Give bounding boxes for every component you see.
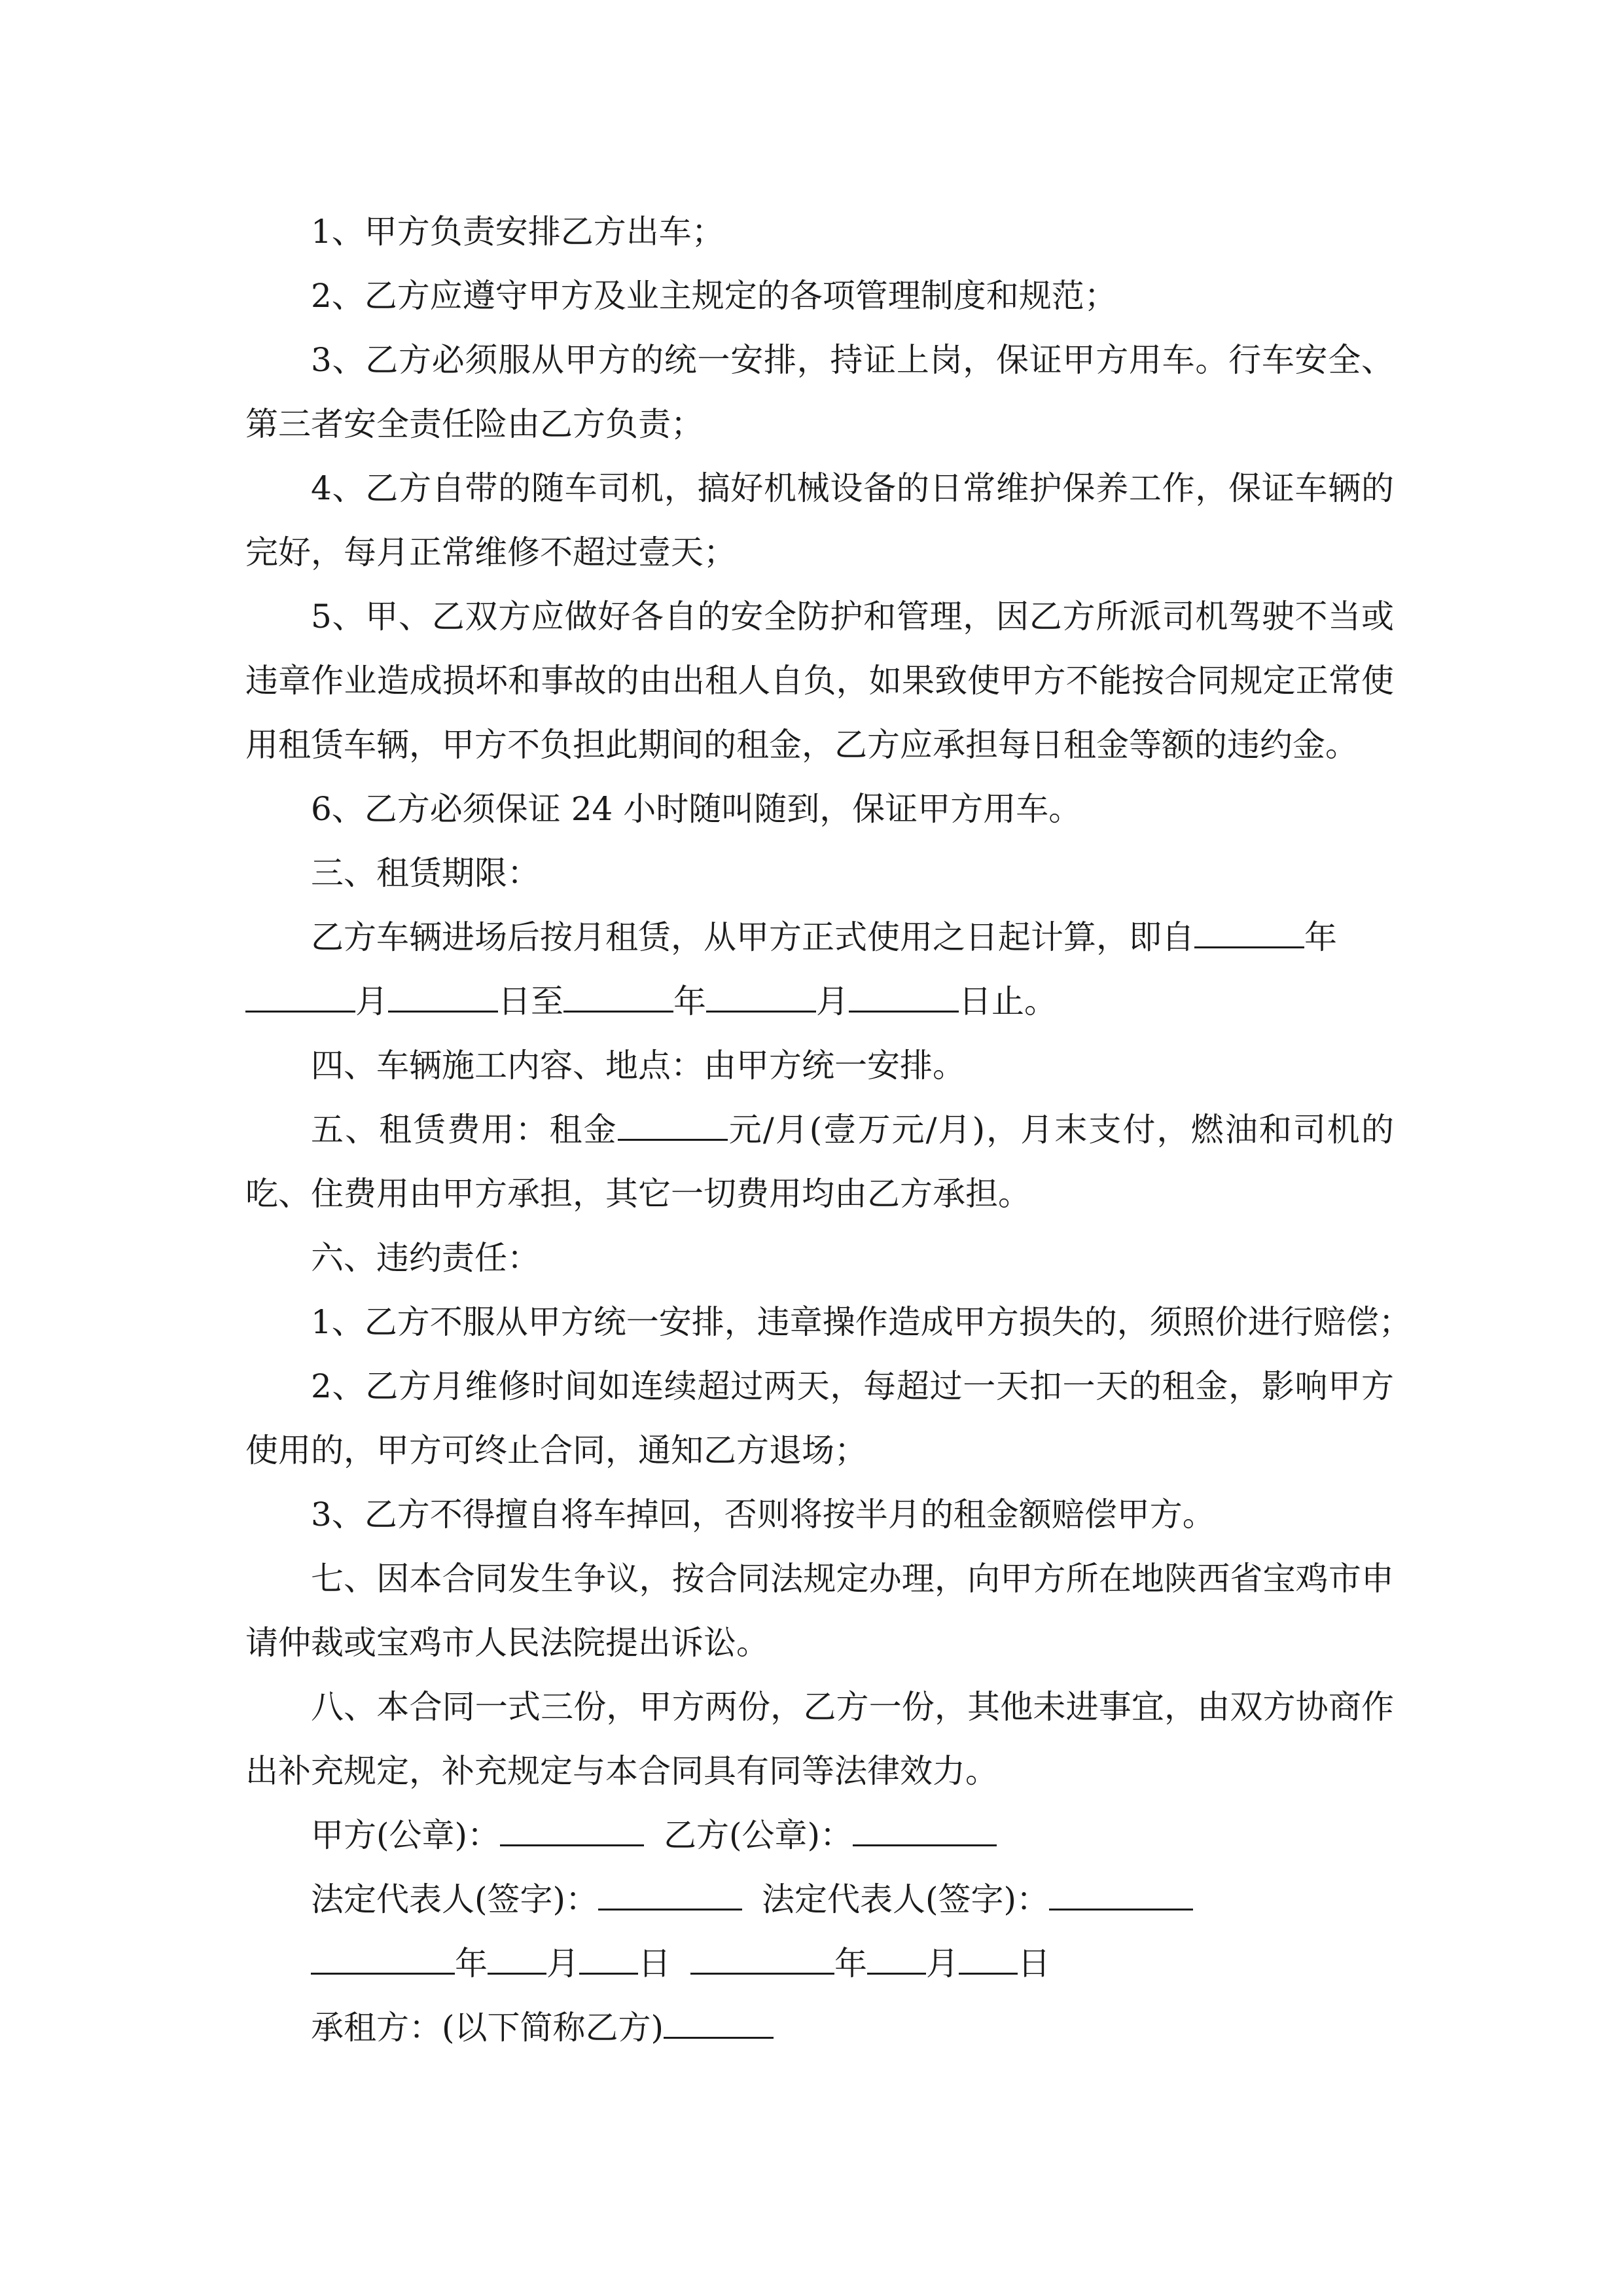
term-dates-line — [245, 969, 1394, 1033]
rep-a-label: 法定代表人(签字)： — [311, 1880, 599, 1918]
date-year-label: 年 — [834, 1945, 867, 1982]
rep-b-label: 法定代表人(签字)： — [762, 1880, 1050, 1918]
copies-clause: 八、本合同一式三份，甲方两份，乙方一份，其他未进事宜，由双方协商作出补充规定，补充规定与本合同具有同等法律效力。 — [245, 1688, 1394, 1790]
date-a-day-blank — [579, 1948, 638, 1975]
end-month-blank — [706, 986, 816, 1013]
clause-2-5: 5、甲、乙双方应做好各自的安全防护和管理，因乙方所派司机驾驶不当或违章作业造成损坏和事故的由出租人自负，如果致使甲方不能按合同规定正常使用租赁车辆，甲方不负担此期间的租金，乙方应承担每日租金等额的违约金。 — [245, 598, 1394, 764]
rep-a-blank — [598, 1884, 742, 1910]
year-label: 年 — [673, 982, 706, 1020]
end-day-blank — [849, 986, 959, 1013]
date-month-label: 月 — [926, 1945, 959, 1982]
breach-item-3: 3、乙方不得擅自将车掉回，否则将按半月的租金额赔偿甲方。 — [311, 1496, 1215, 1534]
term-text: 乙方车辆进场后按月租赁，从甲方正式使用之日起计算，即自 — [311, 918, 1194, 956]
content-place: 四、车辆施工内容、地点：由甲方统一安排。 — [311, 1047, 965, 1085]
term-heading: 三、租赁期限： — [311, 854, 540, 892]
rent-amount-blank — [618, 1114, 728, 1141]
rep-b-blank — [1049, 1884, 1193, 1910]
fee-prefix: 五、租赁费用：租金 — [311, 1111, 618, 1149]
fee-suffix: 元/月(壹万元/月)，月末支付，燃油和司机的吃、住费用由甲方承担，其它一切费用均由乙方承担。 — [245, 1111, 1394, 1213]
date-year-label: 年 — [455, 1945, 488, 1982]
lessee-line — [245, 1996, 1394, 2060]
party-b-seal-label: 乙方(公章)： — [664, 1816, 853, 1854]
clause-2-6: 6、乙方必须保证 24 小时随叫随到，保证甲方用车。 — [311, 790, 1082, 828]
sign-date-line — [245, 1931, 1394, 1996]
rep-line — [245, 1867, 1394, 1931]
date-day-label: 日 — [638, 1945, 671, 1982]
fee-clause — [245, 1098, 1394, 1226]
lessee-label: 承租方：(以下简称乙方) — [311, 2009, 664, 2047]
party-a-seal-blank — [500, 1820, 644, 1846]
contract-body — [245, 200, 1412, 2060]
date-b-year-blank — [690, 1948, 834, 1975]
end-year-blank — [563, 986, 673, 1013]
breach-heading: 六、违约责任： — [311, 1239, 540, 1277]
breach-item-1: 1、乙方不服从甲方统一安排，违章操作造成甲方损失的，须照价进行赔偿； — [311, 1303, 1412, 1341]
start-year-blank — [1194, 922, 1304, 948]
date-a-year-blank — [311, 1948, 455, 1975]
clause-2-4: 4、乙方自带的随车司机，搞好机械设备的日常维护保养工作，保证车辆的完好，每月正常维修不超过壹天； — [245, 469, 1394, 571]
day-end-label: 日止。 — [959, 982, 1057, 1020]
party-a-seal-label: 甲方(公章)： — [311, 1816, 501, 1854]
start-day-blank — [388, 986, 498, 1013]
date-day-label: 日 — [1018, 1945, 1050, 1982]
date-month-label: 月 — [546, 1945, 579, 1982]
month-label: 月 — [355, 982, 388, 1020]
breach-item-2: 2、乙方月维修时间如连续超过两天，每超过一天扣一天的租金，影响甲方使用的，甲方可终止合同，通知乙方退场； — [245, 1367, 1394, 1469]
seal-line — [245, 1803, 1394, 1867]
party-b-seal-blank — [853, 1820, 997, 1846]
term-start-line — [245, 905, 1394, 969]
year-label: 年 — [1304, 918, 1337, 956]
date-b-month-blank — [867, 1948, 926, 1975]
start-month-blank — [245, 986, 355, 1013]
date-b-day-blank — [959, 1948, 1018, 1975]
month-label: 月 — [816, 982, 849, 1020]
clause-2-3: 3、乙方必须服从甲方的统一安排，持证上岗，保证甲方用车。行车安全、第三者安全责任险由乙方负责； — [245, 341, 1394, 443]
day-to-label: 日至 — [498, 982, 563, 1020]
clause-2-2: 2、乙方应遵守甲方及业主规定的各项管理制度和规范； — [311, 277, 1117, 315]
lessee-blank — [664, 2012, 774, 2039]
date-a-month-blank — [488, 1948, 546, 1975]
clause-2-1: 1、甲方负责安排乙方出车； — [311, 213, 724, 251]
dispute-clause: 七、因本合同发生争议，按合同法规定办理，向甲方所在地陕西省宝鸡市申请仲裁或宝鸡市人民法院提出诉讼。 — [245, 1560, 1394, 1662]
